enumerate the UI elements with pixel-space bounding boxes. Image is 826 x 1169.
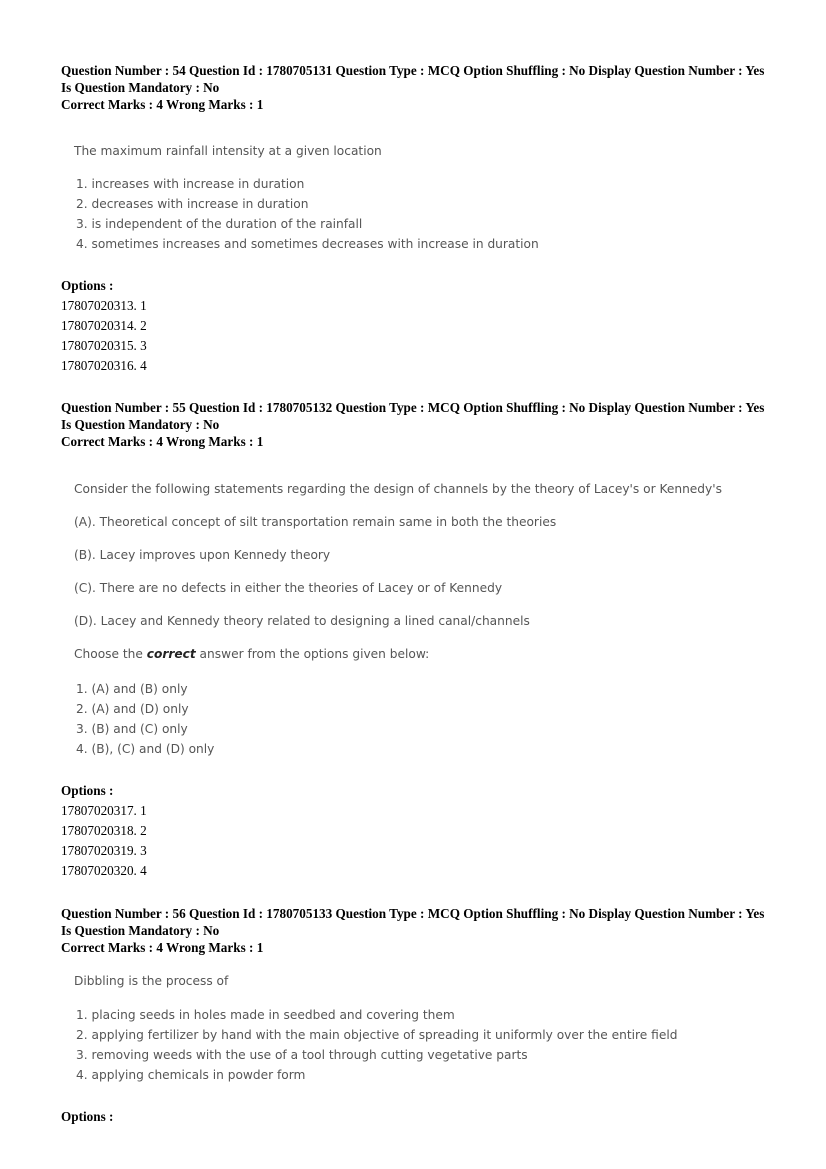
option-line: 17807020318. 2 [61, 823, 147, 838]
question-header: Question Number : 55 Question Id : 1780705132 Question Type : MCQ Option Shuffling : No Display Question Number : Yes [61, 400, 765, 415]
question-55-choices [74, 679, 794, 759]
question-54-stem [74, 142, 794, 160]
option-line: 17807020316. 4 [61, 358, 147, 373]
options-title: Options : [61, 1109, 114, 1124]
question-mandatory: Is Question Mandatory : No [61, 80, 220, 95]
statement: (A). Theoretical concept of silt transportation remain same in both the theories [74, 515, 557, 529]
question-54 [61, 62, 781, 113]
question-header: Question Number : 56 Question Id : 1780705133 Question Type : MCQ Option Shuffling : No Display Question Number : Yes [61, 906, 765, 921]
question-header: Question Number : 54 Question Id : 1780705131 Question Type : MCQ Option Shuffling : No Display Question Number : Yes [61, 63, 765, 78]
question-text: Dibbling is the process of [74, 974, 229, 988]
option-line: 17807020315. 3 [61, 338, 147, 353]
choice: 4. (B), (C) and (D) only [76, 742, 215, 756]
question-55-options [61, 782, 781, 881]
question-54-options [61, 277, 781, 376]
question-54-choices [74, 174, 794, 254]
question-56 [61, 905, 781, 956]
question-marks: Correct Marks : 4 Wrong Marks : 1 [61, 940, 264, 955]
choice: 1. (A) and (B) only [76, 682, 188, 696]
choice: 2. applying fertilizer by hand with the main objective of spreading it uniformly over the entire field [76, 1028, 678, 1042]
choose-post: answer from the options given below: [195, 647, 430, 661]
question-mandatory: Is Question Mandatory : No [61, 417, 220, 432]
question-56-stem [74, 972, 794, 990]
option-line: 17807020320. 4 [61, 863, 147, 878]
question-56-options [61, 1108, 781, 1125]
option-line: 17807020319. 3 [61, 843, 147, 858]
choice: 2. (A) and (D) only [76, 702, 189, 716]
options-title: Options : [61, 783, 114, 798]
choice: 4. applying chemicals in powder form [76, 1068, 306, 1082]
option-line: 17807020317. 1 [61, 803, 147, 818]
choice: 3. (B) and (C) only [76, 722, 188, 736]
options-title: Options : [61, 278, 114, 293]
question-marks: Correct Marks : 4 Wrong Marks : 1 [61, 434, 264, 449]
statement: (D). Lacey and Kennedy theory related to designing a lined canal/channels [74, 614, 530, 628]
question-55 [61, 399, 781, 450]
statement: (C). There are no defects in either the theories of Lacey or of Kennedy [74, 581, 503, 595]
choice: 1. placing seeds in holes made in seedbed and covering them [76, 1008, 455, 1022]
option-line: 17807020314. 2 [61, 318, 147, 333]
question-text: Consider the following statements regarding the design of channels by the theory of Lacey's or Kennedy's [74, 482, 722, 496]
option-line: 17807020313. 1 [61, 298, 147, 313]
question-56-choices [74, 1005, 794, 1085]
choice: 3. is independent of the duration of the rainfall [76, 217, 363, 231]
choice: 2. decreases with increase in duration [76, 197, 309, 211]
question-text: The maximum rainfall intensity at a given location [74, 144, 382, 158]
question-55-stem [74, 480, 794, 498]
question-marks: Correct Marks : 4 Wrong Marks : 1 [61, 97, 264, 112]
choice: 1. increases with increase in duration [76, 177, 305, 191]
choose-instruction [74, 645, 794, 663]
choose-emphasis: correct [146, 647, 196, 661]
statement: (B). Lacey improves upon Kennedy theory [74, 548, 331, 562]
question-55-statements [74, 513, 794, 663]
choice: 3. removing weeds with the use of a tool through cutting vegetative parts [76, 1048, 528, 1062]
question-mandatory: Is Question Mandatory : No [61, 923, 220, 938]
choose-pre: Choose the [74, 647, 147, 661]
choice: 4. sometimes increases and sometimes decreases with increase in duration [76, 237, 539, 251]
